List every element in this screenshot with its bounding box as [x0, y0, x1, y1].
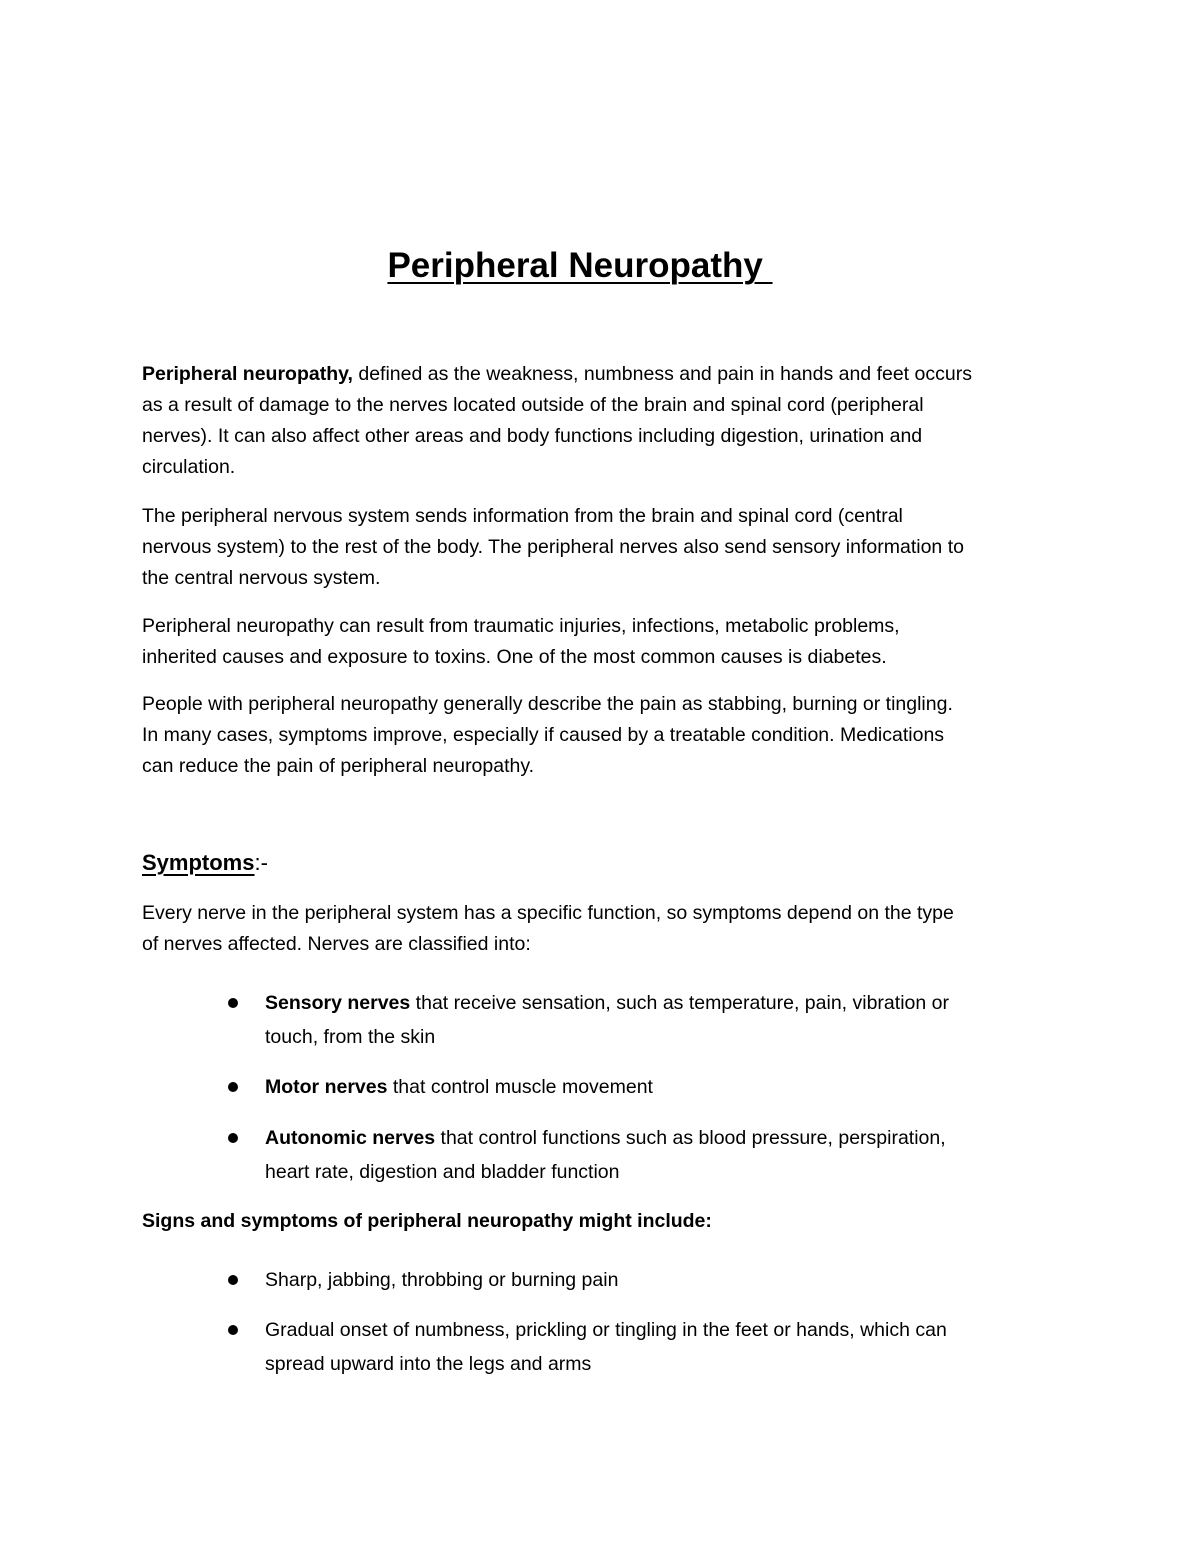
paragraph-line: In many cases, symptoms improve, especially if caused by a treatable condition. Medications [142, 724, 945, 746]
causes-paragraph [142, 611, 1072, 673]
list-item-motor-nerves: Motor nerves that control muscle movement [265, 1076, 653, 1098]
paragraph-line: nervous system) to the rest of the body. The peripheral nerves also send sensory information to [142, 536, 964, 558]
intro-bold-lead: Peripheral neuropathy, [142, 363, 353, 385]
bullet-icon [228, 1133, 238, 1143]
intro-line-4: circulation. [142, 456, 236, 478]
symptoms-intro-paragraph [142, 898, 1072, 960]
paragraph-line: Every nerve in the peripheral system has a specific function, so symptoms depend on the type [142, 902, 954, 924]
list-item-sign: Gradual onset of numbness, prickling or tingling in the feet or hands, which can spread upward into the legs and arms [265, 1319, 947, 1375]
nervous-system-paragraph [142, 501, 1072, 594]
page-title: Peripheral Neuropathy [387, 246, 773, 285]
paragraph-line: People with peripheral neuropathy generally describe the pain as stabbing, burning or tingling. [142, 693, 953, 715]
paragraph-line: of nerves affected. Nerves are classified into: [142, 933, 531, 955]
list-item-autonomic-nerves: Autonomic nerves that control functions such as blood pressure, perspiration, heart rate, digestion and bladder function [265, 1127, 946, 1183]
paragraph-line: The peripheral nervous system sends information from the brain and spinal cord (central [142, 505, 903, 527]
intro-line-1: defined as the weakness, numbness and pain in hands and feet occurs [352, 363, 972, 385]
paragraph-line: the central nervous system. [142, 567, 381, 589]
signs-heading: Signs and symptoms of peripheral neuropathy might include: [142, 1210, 712, 1232]
bullet-icon [228, 1275, 238, 1285]
paragraph-line: Peripheral neuropathy can result from traumatic injuries, infections, metabolic problems, [142, 615, 900, 637]
paragraph-line: inherited causes and exposure to toxins. One of the most common causes is diabetes. [142, 646, 887, 668]
intro-line-3: nerves). It can also affect other areas and body functions including digestion, urination and [142, 425, 923, 447]
list-item-sign: Sharp, jabbing, throbbing or burning pain [265, 1269, 619, 1291]
symptoms-heading: Symptoms:- [142, 850, 268, 875]
intro-line-2: as a result of damage to the nerves located outside of the brain and spinal cord (peripheral [142, 394, 924, 416]
paragraph-line: can reduce the pain of peripheral neuropathy. [142, 755, 535, 777]
bullet-icon [228, 1325, 238, 1335]
bullet-icon [228, 998, 238, 1008]
list-item-sensory-nerves: Sensory nerves that receive sensation, such as temperature, pain, vibration or touch, from the skin [265, 992, 949, 1048]
bullet-icon [228, 1082, 238, 1092]
intro-paragraph [142, 359, 1072, 483]
pain-description-paragraph [142, 689, 1072, 782]
